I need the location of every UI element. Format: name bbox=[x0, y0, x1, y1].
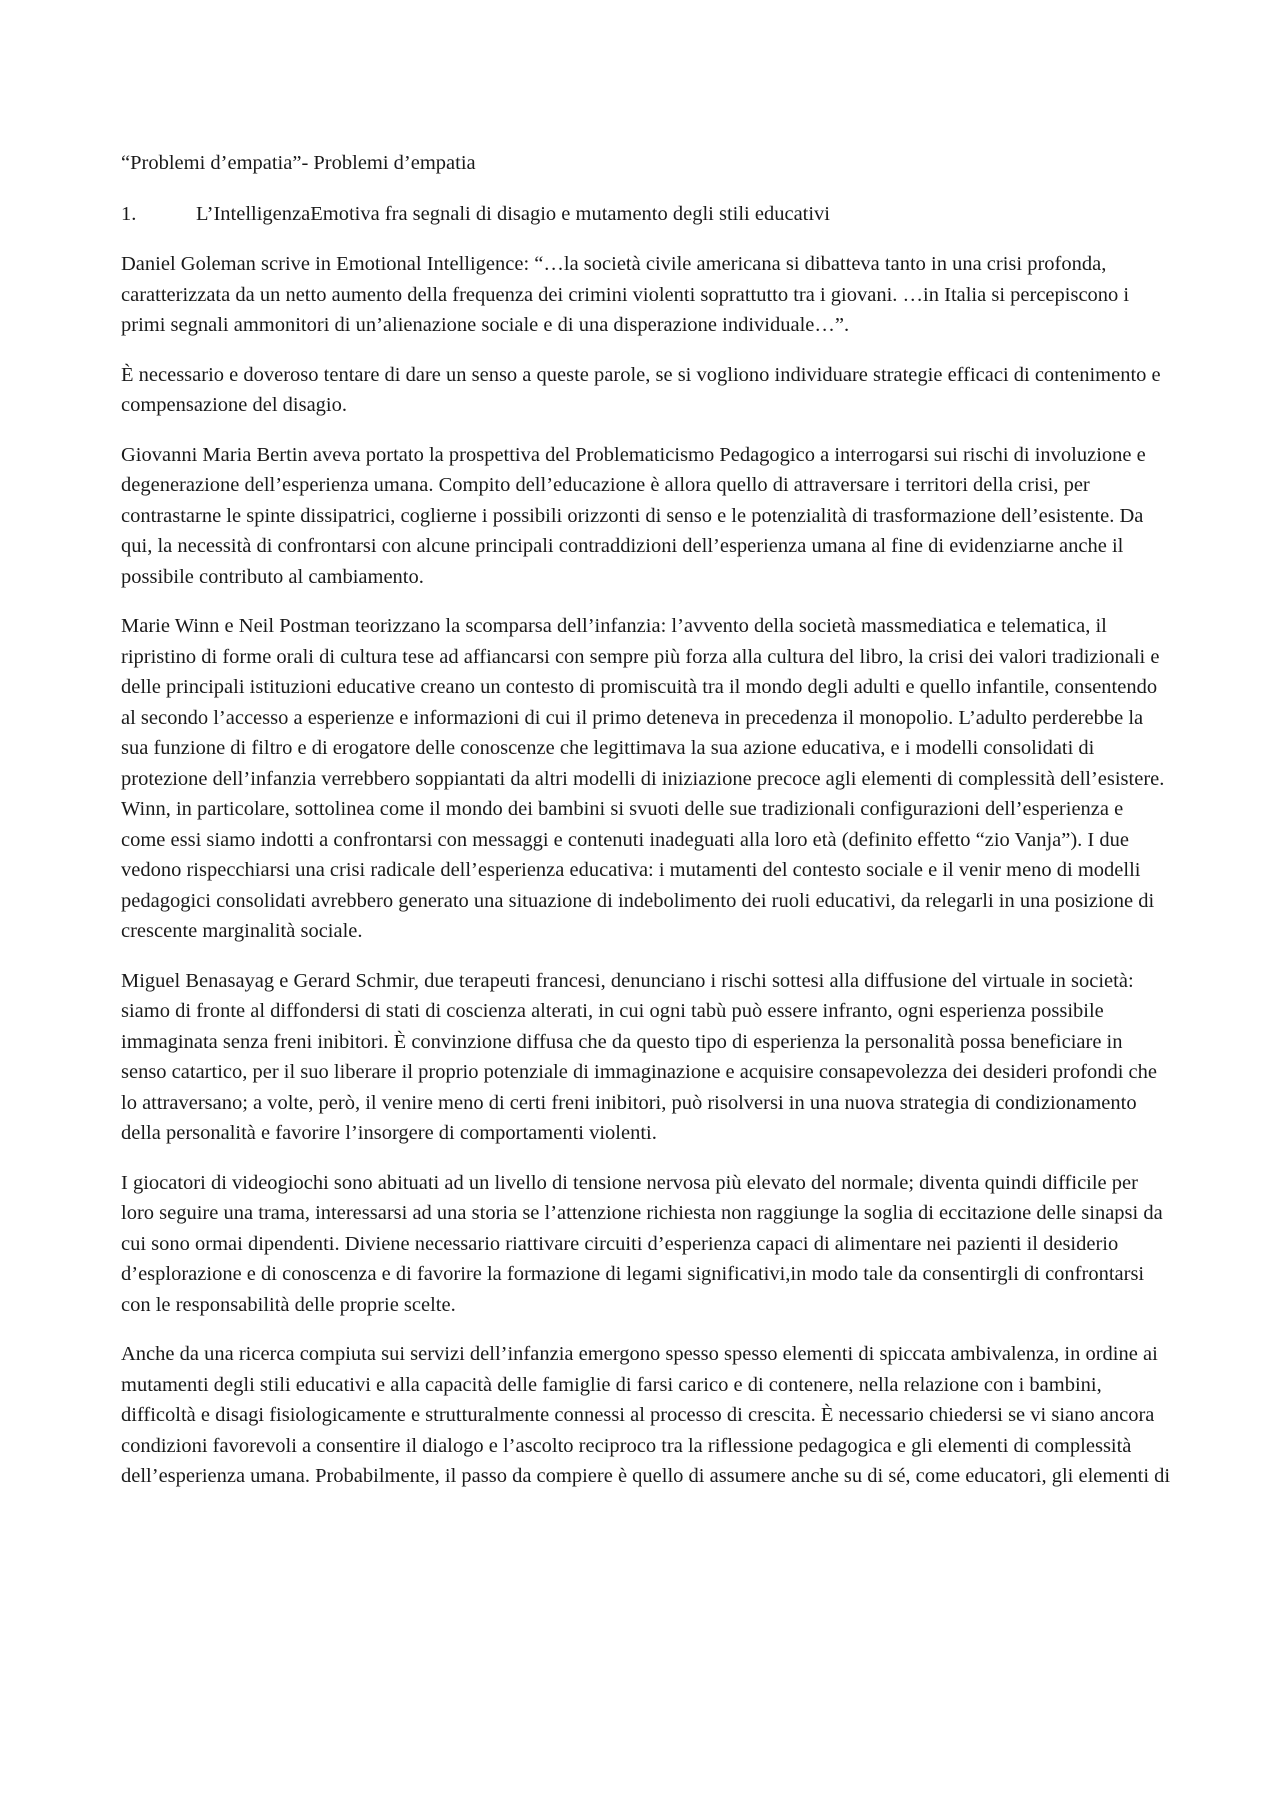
paragraph-videogames: I giocatori di videogiochi sono abituati ad un livello di tensione nervosa più elevato del normale; diventa quindi difficile per loro seguire una trama, interessarsi ad una storia se l’attenzione richiesta non raggiunge la soglia di eccitazione delle sinapsi da cui sono ormai dipendenti. Diviene necessario riattivare circuiti d’esperienza capaci di alimentare nei pazienti il desiderio d’esplorazione e di conoscenza e di favorire la formazione di legami significativi,in modo tale da consentirgli di confrontarsi con le responsabilità delle proprie scelte. bbox=[121, 1171, 1163, 1316]
section-heading bbox=[121, 199, 1171, 230]
paragraph-necessity: È necessario e doveroso tentare di dare un senso a queste parole, se si vogliono individuare strategie efficaci di contenimento e compensazione del disagio. bbox=[121, 363, 1161, 416]
document-body bbox=[121, 148, 1171, 1511]
paragraph-childhood-services: Anche da una ricerca compiuta sui servizi dell’infanzia emergono spesso spesso elementi di spiccata ambivalenza, in ordine ai mutamenti degli stili educativi e alla capacità delle famiglie di farsi carico e di contenere, nella relazione con i bambini, difficoltà e disagi fisiologicamente e strutturalmente connessi al processo di crescita. È necessario chiedersi se vi siano ancora condizioni favorevoli a consentire il dialogo e l’ascolto reciproco tra la riflessione pedagogica e gli elementi di complessità dell’esperienza umana. Probabilmente, il passo da compiere è quello di assumere anche su di sé, come educatori, gli elementi di bbox=[121, 1343, 1171, 1487]
paragraph-goleman: Daniel Goleman scrive in Emotional Intelligence: “…la società civile americana si dibatteva tanto in una crisi profonda, caratterizzata da un netto aumento della frequenza dei crimini violenti soprattutto tra i giovani. …in Italia si percepiscono i primi segnali ammonitori di un’alienazione sociale e di una disperazione individuale…”. bbox=[121, 253, 1130, 336]
document-title: “Problemi d’empatia”- Problemi d’empatia bbox=[121, 152, 476, 174]
section-title: L’IntelligenzaEmotiva fra segnali di disagio e mutamento degli stili educativi bbox=[196, 202, 830, 225]
section-number: 1. bbox=[121, 202, 137, 225]
paragraph-bertin: Giovanni Maria Bertin aveva portato la prospettiva del Problematicismo Pedagogico a interrogarsi sui rischi di involuzione e degenerazione dell’esperienza umana. Compito dell’educazione è allora quello di attraversare i territori della crisi, per contrastarne le spinte dissipatrici, coglierne i possibili orizzonti di senso e le potenzialità di trasformazione dell’esistente. Da qui, la necessità di confrontarsi con alcune principali contraddizioni dell’esperienza umana al fine di evidenziarne anche il possibile contributo al cambiamento. bbox=[121, 443, 1146, 588]
paragraph-benasayag-schmir: Miguel Benasayag e Gerard Schmir, due terapeuti francesi, denunciano i rischi sottesi alla diffusione del virtuale in società: siamo di fronte al diffondersi di stati di coscienza alterati, in cui ogni tabù può essere infranto, ogni esperienza possibile immaginata senza freni inibitori. È convinzione diffusa che da questo tipo di esperienza la personalità possa beneficiare in senso catartico, per il suo liberare il proprio potenziale di immaginazione e acquisire consapevolezza dei desideri profondi che lo attraversano; a volte, però, il venire meno di certi freni inibitori, può risolversi in una nuova strategia di condizionamento della personalità e favorire l’insorgere di comportamenti violenti. bbox=[121, 969, 1157, 1144]
paragraph-winn-postman: Marie Winn e Neil Postman teorizzano la scomparsa dell’infanzia: l’avvento della società massmediatica e telematica, il ripristino di forme orali di cultura tese ad affiancarsi con sempre più forza alla cultura del libro, la crisi dei valori tradizionali e delle principali istituzioni educative creano un contesto di promiscuità tra il mondo degli adulti e quello infantile, consentendo al secondo l’accesso a esperienze e informazioni di cui il primo deteneva in precedenza il monopolio. L’adulto perderebbe la sua funzione di filtro e di erogatore delle conoscenze che legittimava la sua azione educativa, e i modelli consolidati di protezione dell’infanzia verrebbero soppiantati da altri modelli di iniziazione precoce agli elementi di complessità dell’esistere. Winn, in particolare, sottolinea come il mondo dei bambini si svuoti delle sue tradizionali configurazioni dell’esperienza e come essi siamo indotti a confrontarsi con messaggi e contenuti inadeguati alla loro età (definito effetto “zio Vanja”). I due vedono rispecchiarsi una crisi radicale dell’esperienza educativa: i mutamenti del contesto sociale e il venir meno di modelli pedagogici consolidati avrebbero generato una situazione di indebolimento dei ruoli educativi, da relegarli in una posizione di crescente marginalità sociale. bbox=[121, 615, 1165, 942]
